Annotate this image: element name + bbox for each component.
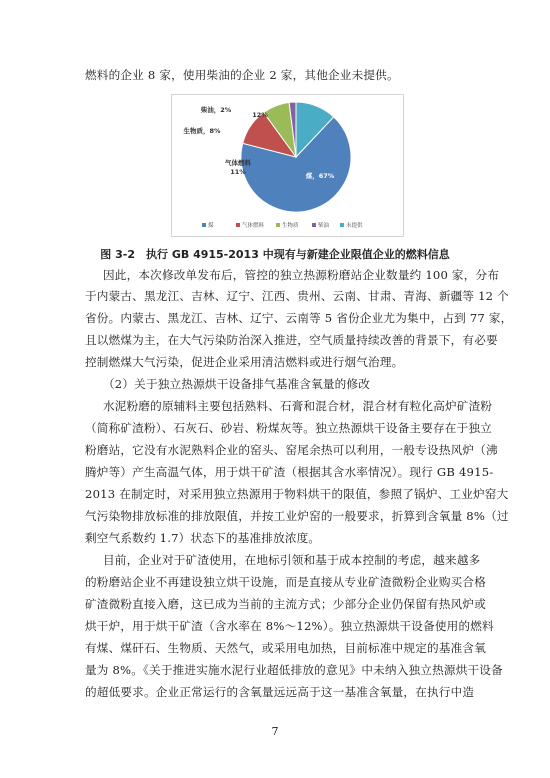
legend-swatch <box>202 223 206 227</box>
legend-label: 生物质 <box>282 223 299 229</box>
section-heading: （2）关于独立热源烘干设备排气基准含氧量的修改 <box>103 377 371 391</box>
text-line: 目前，企业对于矿渣使用，在地标引领和基于成本控制的考虑，越来越多 <box>103 553 481 567</box>
text-line: 燃料的企业 8 家，使用柴油的企业 2 家，其他企业未提供。 <box>85 68 399 82</box>
text-line: 腾炉等）产生高温气体，用于烘干矿渣（根据其含水率情况）。现行 GB 4915- <box>85 465 494 479</box>
legend-label: 气体燃料 <box>242 223 265 229</box>
text-line: 于内蒙古、黑龙江、吉林、辽宁、江西、贵州、云南、甘肃、青海、新疆等 12 个 <box>85 289 509 303</box>
text-line: 因此，本次修改单发布后，管控的独立热源粉磨站企业数量约 100 家，分布 <box>103 268 500 282</box>
text-line: 烘干炉，用于烘干矿渣（含水率在 8%～12%）。独立热源烘干设备使用的燃料 <box>85 619 494 633</box>
legend-swatch <box>340 223 344 227</box>
text-line: 的粉磨站企业不再建设独立烘干设施，而是直接从专业矿渣微粉企业购买合格 <box>85 575 486 589</box>
pie-chart-svg <box>172 95 403 236</box>
fuel-pie-chart <box>171 94 404 237</box>
slice-data-label: 煤，67% <box>305 172 335 180</box>
page-number: 7 <box>271 725 279 738</box>
legend-swatch <box>276 223 280 227</box>
legend-swatch <box>312 223 316 227</box>
text-line: 省份。内蒙古、黑龙江、吉林、辽宁、云南等 5 省份企业尤为集中，占到 77 家， <box>85 311 513 325</box>
slice-data-label: 生物质，8% <box>183 127 221 135</box>
legend-label: 煤 <box>208 223 214 229</box>
text-line: 有煤、煤矸石、生物质、天然气，或采用电加热，目前标准中规定的基准含氧 <box>85 641 486 655</box>
text-line: 剩空气系数约 1.7）状态下的基准排放浓度。 <box>85 531 321 545</box>
text-line: （简称矿渣粉）、石灰石、砂岩、粉煤灰等。独立热源烘干设备主要存在于独立 <box>85 421 492 435</box>
text-line: 的超低要求。企业正常运行的含氧量远远高于这一基准含氧量，在执行中造 <box>85 685 475 699</box>
text-line: 2013 在制定时，对采用独立热源用于物料烘干的限值，参照了锅炉、工业炉窑大 <box>85 487 509 501</box>
legend-label: 柴油 <box>318 223 330 229</box>
text-line: 且以燃煤为主，在大气污染防治深入推进，空气质量持续改善的背景下，有必要 <box>85 333 498 347</box>
text-line: 水泥粉磨的原辅料主要包括熟料、石膏和混合材，混合材有粒化高炉矿渣粉 <box>103 399 493 413</box>
text-line: 量为 8%。《关于推进实施水泥行业超低排放的意见》中未纳入独立热源烘干设备 <box>85 663 503 677</box>
legend-swatch <box>236 223 240 227</box>
slice-data-label: 气体燃料 11% <box>225 159 251 176</box>
legend-label: 未提供 <box>346 223 363 229</box>
figure-caption: 图 3-2 执行 GB 4915-2013 中现有与新建企业限值企业的燃料信息 <box>100 248 450 261</box>
slice-data-label: 柴油，2% <box>200 106 232 114</box>
text-line: 气污染物排放标准的排放限值，并按工业炉窑的一般要求，折算到含氧量 8%（过 <box>85 509 509 523</box>
slice-data-label: 12% <box>252 111 268 119</box>
text-line: 矿渣微粉直接入磨，这已成为当前的主流方式；少部分企业仍保留有热风炉或 <box>85 597 486 611</box>
text-line: 控制燃煤大气污染，促进企业采用清洁燃料或进行烟气治理。 <box>85 355 404 369</box>
text-line: 粉磨站，它没有水泥熟料企业的窑头、窑尾余热可以利用，一般专设热风炉（沸 <box>85 443 498 457</box>
